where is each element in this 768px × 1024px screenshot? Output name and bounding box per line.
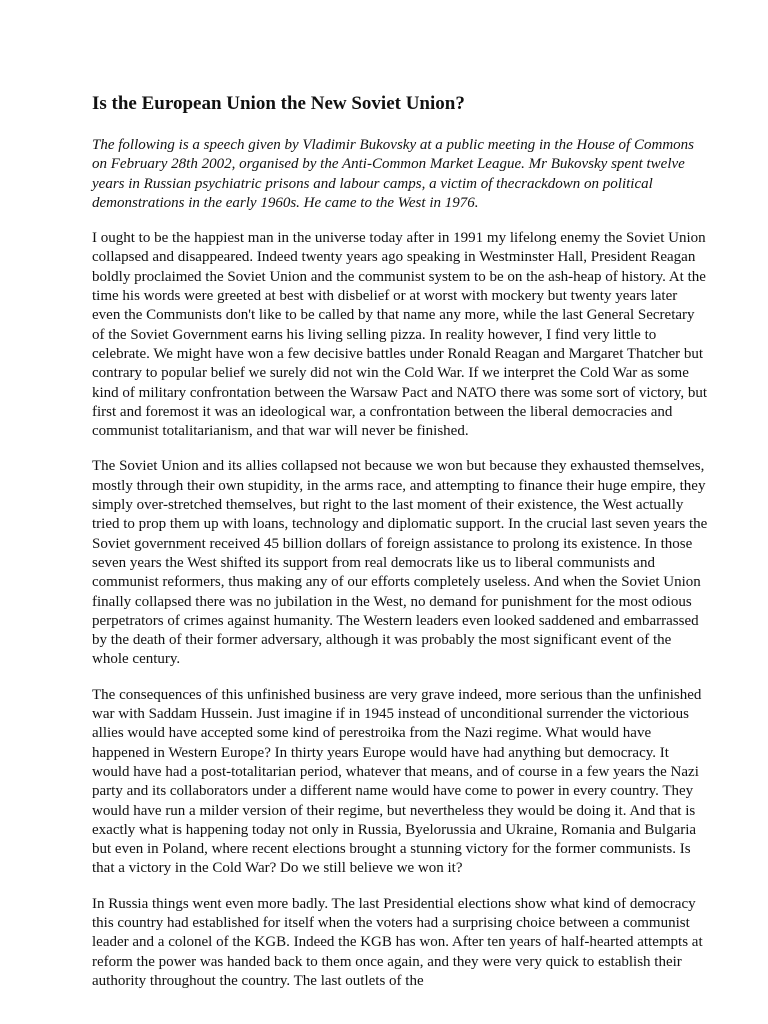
body-paragraph: The Soviet Union and its allies collapsed not because we won but because they exhausted themselves, mostly through their own stupidity, in the arms race, and attempting to finance their huge empire, they simply over-stretched themselves, but right to the last moment of their existence, the West actually tried to prop them up with loans, technology and diplomatic support. In the crucial last seven years the Soviet government received 45 billion dollars of foreign assistance to prolong its existence. In those seven years the West shifted its support from real democrats like us to liberal communists and communist reformers, thus making any of our efforts completely useless. And when the Soviet Union finally collapsed there was no jubilation in the West, no demand for punishment for the most odious perpetrators of crimes against humanity. The Western leaders even looked saddened and embarrassed by the death of their former adversary, although it was probably the most significant event of the whole century.: [92, 458, 708, 668]
body-paragraph: In Russia things went even more badly. The last Presidential elections show what kind of democracy this country had established for itself when the voters had a surprising choice between a communist leader and a colonel of the KGB. Indeed the KGB has won. After ten years of half-hearted attempts at reform the power was handed back to them once again, and they were very quick to establish their authority throughout the country. The last outlets of the: [92, 895, 703, 989]
body-paragraph: The consequences of this unfinished business are very grave indeed, more serious than the unfinished war with Saddam Hussein. Just imagine if in 1945 instead of unconditional surrender the victorious allies would have accepted some kind of perestroika from the Nazi regime. What would have happened in Western Europe? In thirty years Europe would have had anything but democracy. It would have had a post-totalitarian period, whatever that means, and of course in a few years the Nazi party and its collaborators under a different name would have come to power in every country. They would have run a milder version of their regime, but nevertheless they would be doing it. And that is exactly what is happening today not only in Russia, Byelorussia and Ukraine, Romania and Bulgaria but even in Poland, where recent elections brought a stunning victory for the former communists. Is that a victory in the Cold War? Do we still believe we won it?: [92, 686, 702, 877]
document-title: Is the European Union the New Soviet Union?: [92, 93, 465, 114]
intro-paragraph: The following is a speech given by Vladimir Bukovsky at a public meeting in the House of Commons on February 28th 2002, organised by the Anti-Common Market League. Mr Bukovsky spent twelve years in Russian psychiatric prisons and labour camps, a victim of thecrackdown on political demonstrations in the early 1960s. He came to the West in 1976.: [92, 137, 694, 211]
body-paragraph: I ought to be the happiest man in the universe today after in 1991 my lifelong enemy the Soviet Union collapsed and disappeared. Indeed twenty years ago speaking in Westminster Hall, President Reagan boldly proclaimed the Soviet Union and the communist system to be on the ash-heap of history. At the time his words were greeted at best with disbelief or at worst with mockery but twenty years later even the Communists don't like to be called by that name any more, while the last General Secretary of the Soviet Government earns his living selling pizza. In reality however, I find very little to celebrate. We might have won a few decisive battles under Ronald Reagan and Margaret Thatcher but contrary to popular belief we surely did not win the Cold War. If we interpret the Cold War as some kind of military confrontation between the Warsaw Pact and NATO there was some sort of victory, but first and foremost it was an ideological war, a confrontation between the liberal democracies and communist totalitarianism, and that war will never be finished.: [92, 230, 708, 440]
